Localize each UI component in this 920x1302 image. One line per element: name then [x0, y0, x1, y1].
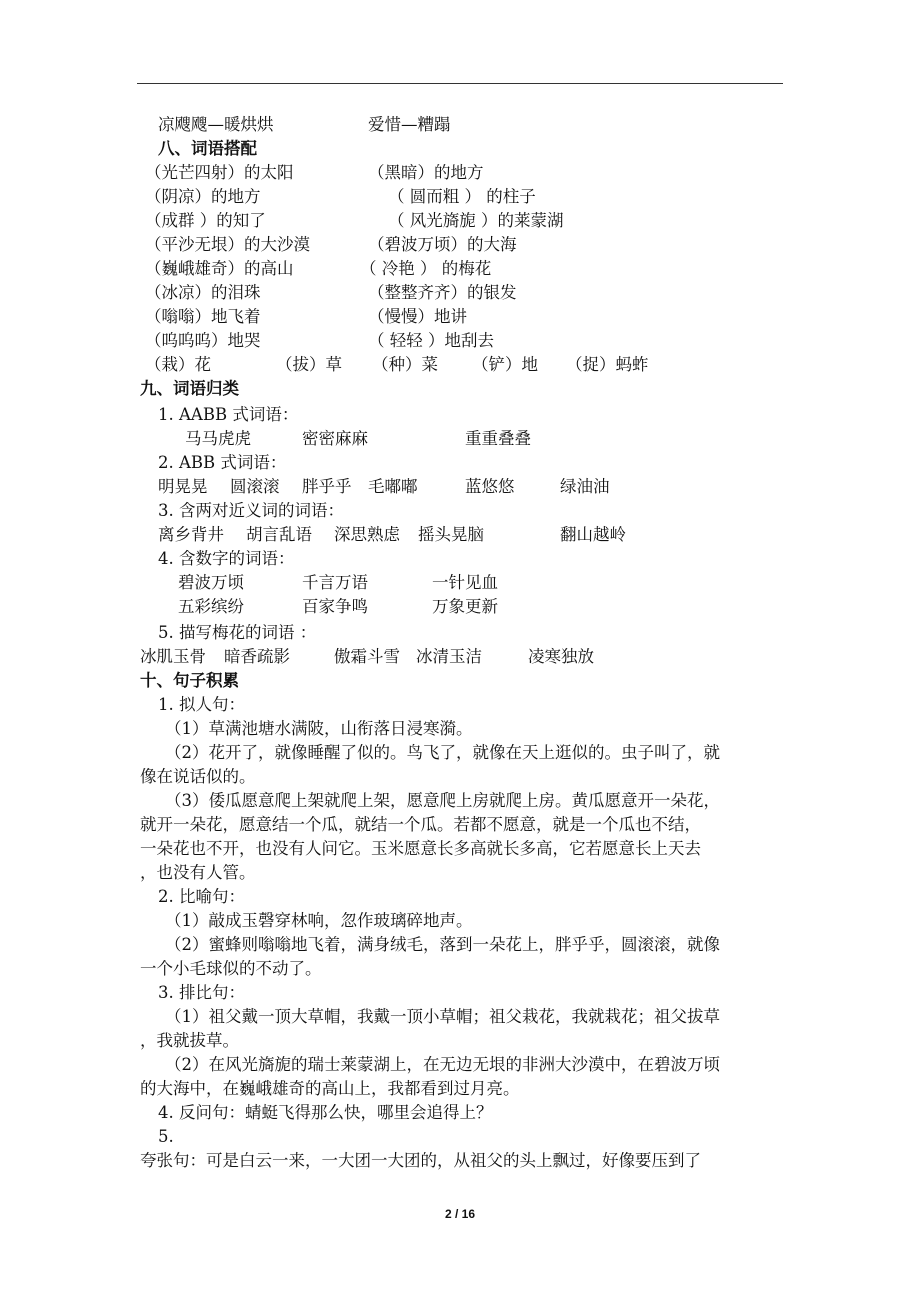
text-line: （拔）草: [276, 355, 342, 374]
text-line: 5.: [158, 1127, 174, 1146]
text-line: 重重叠叠: [465, 429, 531, 448]
text-line: 1. 拟人句：: [158, 695, 245, 714]
text-line: 马马虎虎: [185, 429, 251, 448]
text-line: （1）草满池塘水满陂，山衔落日浸寒漪。: [165, 719, 473, 738]
text-line: 碧波万顷: [178, 573, 244, 592]
text-line: （种）菜: [372, 355, 438, 374]
page-number: 2 / 16: [444, 1207, 476, 1221]
text-line: 就开一朵花，愿意结一个瓜，就结一个瓜。若都不愿意，就是一个瓜也不结，: [140, 815, 701, 834]
text-line: 千言万语: [302, 573, 368, 592]
text-line: （黑暗）的地方: [368, 163, 484, 182]
text-line: （光芒四射）的太阳: [145, 163, 294, 182]
text-line: 的大海中，在巍峨雄奇的高山上，我都看到过月亮。: [140, 1079, 520, 1098]
text-line: 3. 含两对近义词的词语：: [158, 501, 344, 520]
text-line: （2）蜜蜂则嗡嗡地飞着，满身绒毛，落到一朵花上，胖乎乎，圆滚滚，就像: [165, 935, 720, 954]
text-line: 毛嘟嘟: [368, 477, 418, 496]
text-line: （栽）花: [145, 355, 211, 374]
text-line: 2. 比喻句：: [158, 887, 245, 906]
text-line: 一针见血: [432, 573, 498, 592]
text-line: 3. 排比句：: [158, 983, 245, 1002]
text-line: 绿油油: [560, 477, 610, 496]
text-line: 4. 含数字的词语：: [158, 549, 295, 568]
text-line: 明晃晃: [158, 477, 208, 496]
text-line: （1）敲成玉磬穿林响，忽作玻璃碎地声。: [165, 911, 473, 930]
text-line: （1）祖父戴一顶大草帽，我戴一顶小草帽；祖父栽花，我就栽花；祖父拔草: [165, 1007, 720, 1026]
text-line: （3）倭瓜愿意爬上架就爬上架，愿意爬上房就爬上房。黄瓜愿意开一朵花，: [165, 791, 720, 810]
text-line: （呜呜呜）地哭: [145, 331, 261, 350]
text-line: 暗香疏影: [224, 647, 290, 666]
text-line: 万象更新: [432, 597, 498, 616]
text-line: 胡言乱语: [246, 525, 312, 544]
header-rule: [137, 83, 783, 84]
text-line: 凌寒独放: [528, 647, 594, 666]
text-line: （ 圆而粗 ） 的柱子: [388, 187, 536, 206]
text-line: 胖乎乎: [302, 477, 352, 496]
text-line: 五彩缤纷: [178, 597, 244, 616]
text-line: （冰凉）的泪珠: [145, 283, 261, 302]
text-line: （慢慢）地讲: [368, 307, 467, 326]
text-line: （ 冷艳 ） 的梅花: [360, 259, 492, 278]
text-line: 1. AABB 式词语：: [158, 405, 299, 424]
text-line: 深思熟虑: [334, 525, 400, 544]
text-line: 蓝悠悠: [465, 477, 515, 496]
text-line: 百家争鸣: [302, 597, 368, 616]
text-line: 夸张句：可是白云一来，一大团一大团的，从祖父的头上飘过，好像要压到了: [140, 1151, 701, 1170]
text-line: （阴凉）的地方: [145, 187, 261, 206]
text-line: 4. 反问句：蜻蜓飞得那么快，哪里会追得上？: [158, 1103, 493, 1122]
text-line: （2）在风光旖旎的瑞士莱蒙湖上，在无边无垠的非洲大沙漠中，在碧波万顷: [165, 1055, 720, 1074]
text-line: ，我就拔草。: [140, 1031, 239, 1050]
text-line: 像在说话似的。: [140, 767, 256, 786]
section-heading: 十、句子积累: [140, 671, 239, 690]
section-heading: 九、词语归类: [140, 379, 239, 398]
text-line: 离乡背井: [158, 525, 224, 544]
text-line: 傲霜斗雪: [334, 647, 400, 666]
text-line: （整整齐齐）的银发: [368, 283, 517, 302]
text-line: 冰清玉洁: [416, 647, 482, 666]
text-line: 一朵花也不开，也没有人问它。玉米愿意长多高就长多高，它若愿意长上天去: [140, 839, 701, 858]
text-line: （捉）蚂蚱: [566, 355, 649, 374]
text-line: 一个小毛球似的不动了。: [140, 959, 322, 978]
text-line: （2）花开了，就像睡醒了似的。鸟飞了，就像在天上逛似的。虫子叫了，就: [165, 743, 720, 762]
text-line: （成群 ）的知了: [145, 211, 266, 230]
text-line: 冰肌玉骨: [140, 647, 206, 666]
text-line: （巍峨雄奇）的高山: [145, 259, 294, 278]
text-line: （铲）地: [472, 355, 538, 374]
text-line: 爱惜—糟蹋: [368, 115, 451, 134]
text-line: （ 风光旖旎 ）的莱蒙湖: [388, 211, 564, 230]
text-line: 密密麻麻: [302, 429, 368, 448]
text-line: （嗡嗡）地飞着: [145, 307, 261, 326]
text-line: 凉飕飕—暖烘烘: [158, 115, 274, 134]
text-line: 翻山越岭: [560, 525, 626, 544]
text-line: 2. ABB 式词语：: [158, 453, 287, 472]
text-line: （平沙无垠）的大沙漠: [145, 235, 310, 254]
text-line: （ 轻轻 ）地刮去: [368, 331, 494, 350]
section-heading: 八、词语搭配: [158, 139, 257, 158]
text-line: 5. 描写梅花的词语 ：: [158, 623, 317, 642]
text-line: ，也没有人管。: [140, 863, 256, 882]
text-line: 圆滚滚: [230, 477, 280, 496]
text-line: （碧波万顷）的大海: [368, 235, 517, 254]
text-line: 摇头晃脑: [418, 525, 484, 544]
